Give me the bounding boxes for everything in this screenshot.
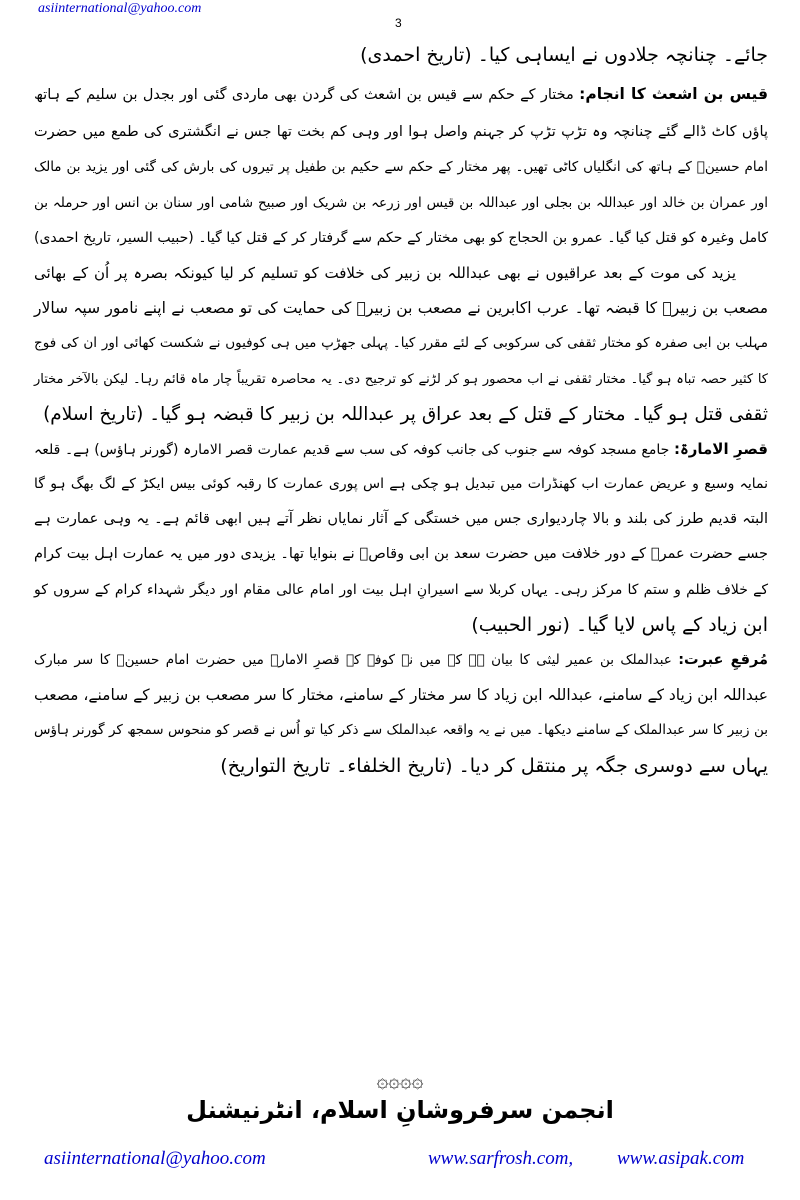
- line-text: کامل وغیرہ کو قتل کیا گیا۔ عمرو بن الحجاج کو بھی مختار کے حکم سے گرفتار کر کے قتل کیا گیا۔ (حبیب السیر، تاریخ احمدی): [34, 229, 768, 246]
- footer-organization-name: انجمن سرفروشانِ اسلام، انٹرنیشنل: [186, 1096, 614, 1124]
- body-line: [34, 221, 768, 256]
- line-text: مختار کے حکم سے قیس بن اشعث کی گردن بھی ماردی گئی اور بجدل بن سلیم کے ہاتھ: [34, 87, 580, 104]
- body-line: [34, 150, 768, 185]
- body-line-section-qais: [34, 73, 768, 115]
- line-text: البتہ قدیم طرز کی بلند و بالا چاردیواری جس میں خستگی کے آثار نمایاں نظر آتے ہیں ابھی قائم ہے۔ یہ وہی عمارت ہے: [34, 511, 768, 528]
- line-text: عبداللہ ابن زیاد کے سامنے، عبداللہ ابن زیاد کا سر مختار کے سامنے، مختار کا سر مصعب بن زبیر کے سامنے، مصعب: [34, 686, 768, 705]
- line-text: یزید کی موت کے بعد عراقیوں نے بھی عبداللہ بن زبیر کی خلافت کو تسلیم کر لیا کیونکہ بصرہ پر اُن کے بھائی: [34, 263, 736, 282]
- body-line: [34, 256, 768, 291]
- line-text: مصعب بن زبیرؓ کا قبضہ تھا۔ عرب اکابرین نے مصعب بن زبیرؓ کی حمایت کی تو مصعب نے اپنے نامور سپہ سالار: [34, 299, 768, 318]
- body-line: [34, 749, 768, 784]
- body-line-section-qasr: [34, 432, 768, 467]
- line-text: ثقفی قتل ہو گیا۔ مختار کے قتل کے بعد عراق پر عبداللہ بن زبیر کا قبضہ ہو گیا۔ (تاریخ اسلام): [43, 403, 768, 425]
- document-body: [34, 38, 768, 784]
- line-text: کا کثیر حصہ تباہ ہو گیا۔ مختار ثقفی نے اب محصور ہو کر لڑنے کو ترجیح دی۔ یہ محاصرہ تقریباً چار ماہ قائم رہا۔ لیکن بالآخر مختار: [34, 371, 768, 387]
- section-heading: قیس بن اشعث کا انجام:: [579, 85, 768, 104]
- body-line: [34, 326, 768, 361]
- line-text: بن زبیر کا سر عبدالملک کے سامنے دیکھا۔ میں نے یہ واقعہ عبدالملک سے ذکر کیا تو اُس نے قصر کو منحوس سمجھ کر گورنر ہاؤس: [34, 722, 768, 739]
- line-text: یہاں سے دوسری جگہ پر منتقل کر دیا۔ (تاریخ الخلفاء۔ تاریخ التواریخ): [220, 754, 768, 777]
- line-text: پاؤں کاٹ ڈالے گئے چنانچہ وہ تڑپ تڑپ کر جہنم واصل ہوا اور وہی کم بخت تھا جس نے انگشتری کی طمع میں حضرت: [34, 124, 768, 141]
- line-text: جسے حضرت عمرؓ کے دور خلافت میں حضرت سعد بن ابی وقاصؓ نے بنوایا تھا۔ یزیدی دور میں یہ عمارت اہل بیت کرام: [34, 546, 768, 563]
- body-line: [34, 38, 768, 73]
- line-text: کے خلاف ظلم و ستم کا مرکز رہی۔ یہاں کربلا سے اسیرانِ اہل بیت اور امام عالی مقام اور دیگر شہداء کرام کے سروں کو: [34, 581, 768, 598]
- footer-links: [0, 1148, 800, 1172]
- body-line: [34, 186, 768, 221]
- line-text: ابن زیاد کے پاس لایا گیا۔ (نور الحبیب): [471, 613, 768, 636]
- line-text: اور عمران بن خالد اور عبداللہ بن بجلی اور عبداللہ بن قیس اور زرعہ بن شریک اور صبیح شامی اور سنان بن انس اور حرملہ بن: [34, 194, 768, 211]
- body-line: [34, 713, 768, 748]
- body-line: [34, 537, 768, 572]
- section-heading: مُرقعِ عبرت:: [678, 652, 768, 668]
- line-text: جامع مسجد کوفہ سے جنوب کی جانب کوفہ کی سب سے قدیم عمارت قصر الامارہ (گورنر ہاؤس) ہے۔ قلعہ: [34, 441, 674, 458]
- body-line-section-muraqqa: [34, 643, 768, 678]
- ornament-divider-icon: ۞۞۞۞: [376, 1068, 424, 1092]
- body-line: [34, 467, 768, 502]
- header-email[interactable]: asiinternational@yahoo.com: [38, 1, 202, 16]
- body-line: [34, 678, 768, 713]
- body-line: [34, 502, 768, 537]
- footer-website-sarfrosh-link[interactable]: www.sarfrosh.com,: [428, 1148, 574, 1169]
- section-heading: قصرِ الامارۃ:: [673, 439, 768, 458]
- line-text: عبدالملک بن عمیر لیثی کا بیان ہے کہ میں نے کوفہ کے قصرِ الامارہ میں حضرت امام حسینؑ کا سر مبارک: [34, 652, 679, 668]
- line-text: نمایہ وسیع و عریض عمارت اب کھنڈرات میں تبدیل ہو چکی ہے اس پوری عمارت کا رقبہ کوئی بیس ایکڑ کے لگ بھگ ہو گا: [34, 476, 768, 493]
- line-text: مہلب بن ابی صفرہ کو مختار ثقفی کی سرکوبی کے لئے مقرر کیا۔ پہلی جھڑپ میں ہی کوفیوں نے شکست کھائی اور ان کی فوج: [34, 335, 768, 352]
- body-line: [34, 115, 768, 150]
- body-line: [34, 573, 768, 608]
- footer-email-link[interactable]: asiinternational@yahoo.com: [44, 1148, 266, 1169]
- body-line: [34, 608, 768, 643]
- footer-website-asipak-link[interactable]: www.asipak.com: [617, 1148, 745, 1169]
- body-line: [34, 362, 768, 397]
- line-text: امام حسینؑ کے ہاتھ کی انگلیاں کاٹی تھیں۔ پھر مختار کے حکم سے حکیم بن طفیل پر تیروں کی بارش کی گئی اور یزید بن مالک: [34, 159, 768, 176]
- line-text: جائے۔ چنانچہ جلادوں نے ایساہی کیا۔ (تاریخ احمدی): [360, 44, 768, 66]
- page-number: 3: [395, 16, 402, 30]
- body-line: [34, 291, 768, 326]
- body-line: [34, 397, 768, 432]
